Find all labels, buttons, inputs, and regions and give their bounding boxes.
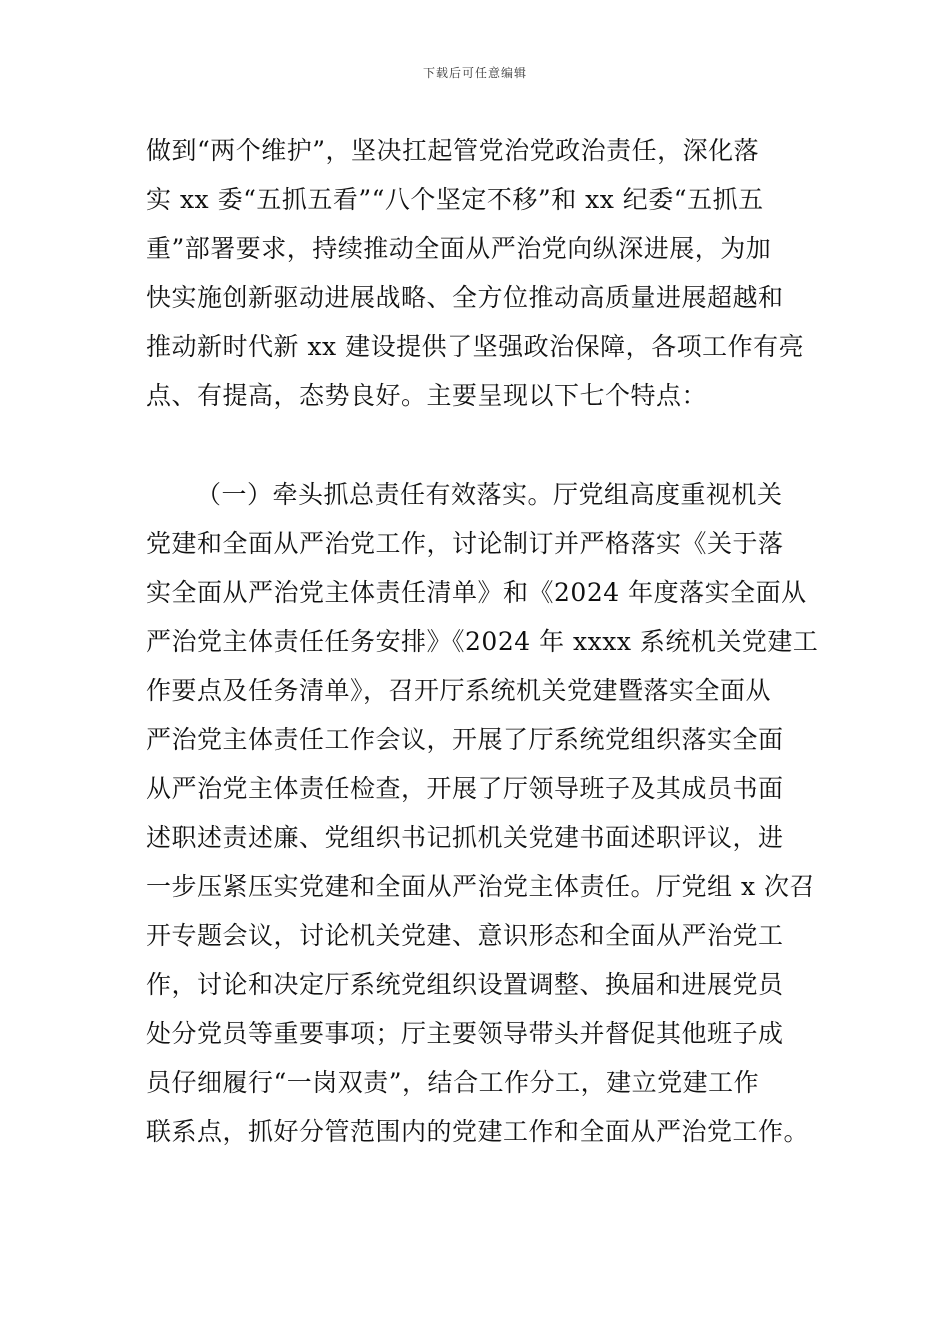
text-line: 一步压紧压实党建和全面从严治党主体责任。厅党组 x 次召 [146,872,815,901]
text-line: 严治党主体责任工作会议，开展了厅系统党组织落实全面 [146,725,784,754]
text-line: 党建和全面从严治党工作，讨论制订并严格落实《关于落 [146,529,784,558]
text-line: 重”部署要求，持续推动全面从严治党向纵深进展，为加 [146,234,772,263]
text-line: 实 xx 委“五抓五看”“八个坚定不移”和 xx 纪委“五抓五 [146,185,764,214]
text-line: 作，讨论和决定厅系统党组织设置调整、换届和进展党员 [146,970,784,999]
text-line: 员仔细履行“一岗双责”，结合工作分工，建立党建工作 [146,1068,760,1097]
text-line: 快实施创新驱动进展战略、全方位推动高质量进展超越和 [146,283,784,312]
text-line: 作要点及任务清单》，召开厅系统机关党建暨落实全面从 [146,676,772,705]
text-line: 联系点，抓好分管范围内的党建工作和全面从严治党工作。 [146,1117,810,1146]
page-header: 下载后可任意编辑 [422,66,527,80]
text-line: 处分党员等重要事项；厅主要领导带头并督促其他班子成 [146,1019,784,1048]
text-line: 严治党主体责任任务安排》《2024 年 xxxx 系统机关党建工 [146,627,819,656]
text-line: 点、有提高，态势良好。主要呈现以下七个特点： [146,381,708,410]
text-line: 做到“两个维护”，坚决扛起管党治党政治责任，深化落 [146,136,760,165]
text-line: 从严治党主体责任检查，开展了厅领导班子及其成员书面 [146,774,784,803]
section-heading-line: （一）牵头抓总责任有效落实。厅党组高度重视机关 [196,480,783,509]
text-line: 述职述责述廉、党组织书记抓机关党建书面述职评议，进 [146,823,784,852]
text-line: 推动新时代新 xx 建设提供了坚强政治保障，各项工作有亮 [146,332,805,361]
text-line: 实全面从严治党主体责任清单》和《2024 年度落实全面从 [146,578,807,607]
text-line: 开专题会议，讨论机关党建、意识形态和全面从严治党工 [146,921,784,950]
